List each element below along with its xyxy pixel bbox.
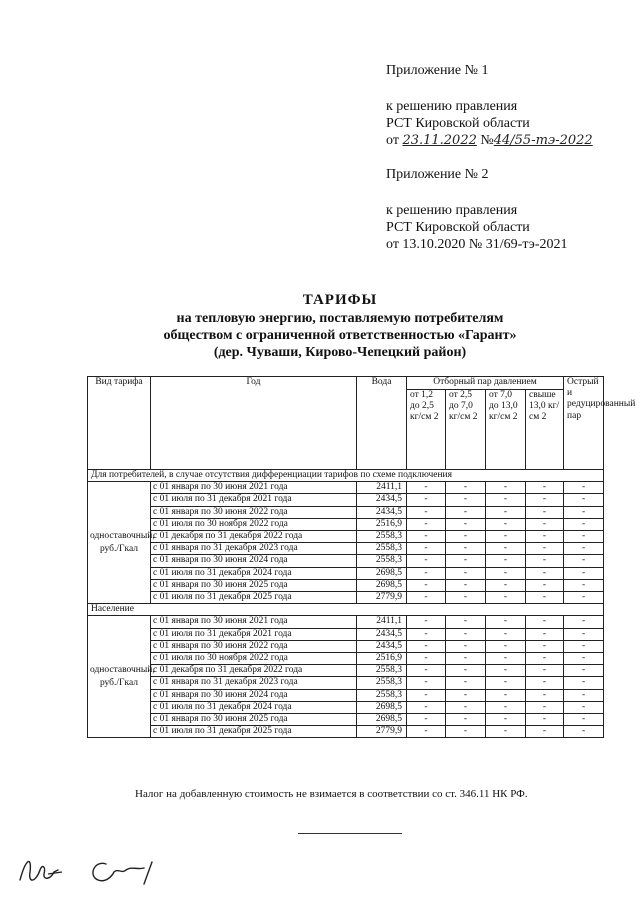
dash-cell: - <box>407 689 446 701</box>
period-cell: с 01 января по 30 июня 2022 года <box>151 640 357 652</box>
annex-2-line-3: от 13.10.2020 № 31/69-тэ-2021 <box>386 237 568 252</box>
heading-line-2: обществом с ограниченной ответственностью «Гарант» <box>163 328 517 343</box>
period-cell: с 01 июля по 31 декабря 2025 года <box>151 726 357 738</box>
water-cell: 2411,1 <box>357 482 407 494</box>
period-cell: с 01 января по 30 июня 2025 года <box>151 714 357 726</box>
signature-image <box>14 850 164 895</box>
tariff-type-label: одноставочный, руб./Гкал <box>88 482 151 604</box>
water-cell: 2434,5 <box>357 640 407 652</box>
table-row <box>88 494 604 506</box>
dash-cell: - <box>564 494 604 506</box>
tariff-type-label: одноставочный, руб./Гкал <box>88 616 151 738</box>
dash-cell: - <box>407 726 446 738</box>
period-cell: с 01 января по 30 июня 2021 года <box>151 482 357 494</box>
water-cell: 2698,5 <box>357 714 407 726</box>
dash-cell: - <box>486 628 526 640</box>
dash-cell: - <box>564 640 604 652</box>
dash-cell: - <box>446 628 486 640</box>
water-cell: 2558,3 <box>357 531 407 543</box>
annex-2-line-1: к решению правления <box>386 203 518 218</box>
dash-cell: - <box>486 543 526 555</box>
header-pressure-2: от 2,5 до 7,0 кг/см 2 <box>446 390 486 470</box>
dash-cell: - <box>526 567 564 579</box>
annex-1-block <box>386 62 593 149</box>
dash-cell: - <box>486 494 526 506</box>
dash-cell: - <box>486 640 526 652</box>
dash-cell: - <box>526 677 564 689</box>
tariff-table <box>87 376 636 738</box>
dash-cell: - <box>446 616 486 628</box>
dash-cell: - <box>526 555 564 567</box>
table-row <box>88 689 604 701</box>
dash-cell: - <box>446 714 486 726</box>
document-heading <box>40 290 640 361</box>
period-cell: с 01 июля по 30 ноября 2022 года <box>151 653 357 665</box>
water-cell: 2516,9 <box>357 518 407 530</box>
vat-footnote: Налог на добавленную стоимость не взимается в соответствии со ст. 346.11 НК РФ. <box>135 788 528 800</box>
water-cell: 2558,3 <box>357 665 407 677</box>
dash-cell: - <box>526 494 564 506</box>
annex-2-line-2: РСТ Кировской области <box>386 220 530 235</box>
water-cell: 2558,3 <box>357 677 407 689</box>
dash-cell: - <box>564 653 604 665</box>
dash-cell: - <box>407 616 446 628</box>
table-row <box>88 714 604 726</box>
dash-cell: - <box>446 726 486 738</box>
period-cell: с 01 декабря по 31 декабря 2022 года <box>151 665 357 677</box>
annex-2-block <box>386 166 567 253</box>
table-row <box>88 531 604 543</box>
dash-cell: - <box>407 665 446 677</box>
dash-cell: - <box>564 482 604 494</box>
water-cell: 2698,5 <box>357 567 407 579</box>
dash-cell: - <box>564 592 604 604</box>
dash-cell: - <box>526 665 564 677</box>
heading-line-1: на тепловую энергию, поставляемую потребителям <box>176 311 504 326</box>
dash-cell: - <box>564 531 604 543</box>
dash-cell: - <box>526 701 564 713</box>
dash-cell: - <box>526 689 564 701</box>
section-header: Для потребителей, в случае отсутствия дифференциации тарифов по схеме подключения <box>88 470 604 482</box>
period-cell: с 01 июля по 31 декабря 2025 года <box>151 592 357 604</box>
dash-cell: - <box>446 506 486 518</box>
header-pressure-4: свыше 13,0 кг/см 2 <box>526 390 564 470</box>
dash-cell: - <box>526 640 564 652</box>
period-cell: с 01 января по 30 июня 2024 года <box>151 555 357 567</box>
annex-1-date: 23.11.2022 <box>402 133 477 148</box>
dash-cell: - <box>564 701 604 713</box>
table-row <box>88 677 604 689</box>
header-pressure-3: от 7,0 до 13,0 кг/см 2 <box>486 390 526 470</box>
water-cell: 2434,5 <box>357 494 407 506</box>
table-row <box>88 543 604 555</box>
table-row <box>88 616 604 628</box>
annex-1-line-3 <box>386 132 593 149</box>
dash-cell: - <box>407 543 446 555</box>
dash-cell: - <box>564 714 604 726</box>
dash-cell: - <box>564 677 604 689</box>
separator-line <box>298 833 402 834</box>
water-cell: 2779,9 <box>357 726 407 738</box>
dash-cell: - <box>564 518 604 530</box>
water-cell: 2411,1 <box>357 616 407 628</box>
table-row <box>88 701 604 713</box>
dash-cell: - <box>526 628 564 640</box>
dash-cell: - <box>446 555 486 567</box>
annex-2-title: Приложение № 2 <box>386 167 489 182</box>
water-cell: 2434,5 <box>357 628 407 640</box>
period-cell: с 01 января по 30 июня 2024 года <box>151 689 357 701</box>
period-cell: с 01 декабря по 31 декабря 2022 года <box>151 531 357 543</box>
dash-cell: - <box>564 726 604 738</box>
dash-cell: - <box>446 482 486 494</box>
annex-1-title: Приложение № 1 <box>386 63 489 78</box>
water-cell: 2558,3 <box>357 555 407 567</box>
header-sharp-steam: Острый и редуцированный пар <box>564 377 604 470</box>
dash-cell: - <box>407 482 446 494</box>
dash-cell: - <box>446 518 486 530</box>
dash-cell: - <box>486 506 526 518</box>
dash-cell: - <box>564 665 604 677</box>
period-cell: с 01 января по 30 июня 2025 года <box>151 579 357 591</box>
dash-cell: - <box>446 531 486 543</box>
dash-cell: - <box>486 579 526 591</box>
dash-cell: - <box>526 616 564 628</box>
period-cell: с 01 января по 30 июня 2021 года <box>151 616 357 628</box>
annex-1-number: 44/55-тэ-2022 <box>493 133 593 148</box>
water-cell: 2558,3 <box>357 689 407 701</box>
period-cell: с 01 июля по 31 декабря 2021 года <box>151 628 357 640</box>
dash-cell: - <box>407 701 446 713</box>
period-cell: с 01 июля по 31 декабря 2021 года <box>151 494 357 506</box>
period-cell: с 01 января по 30 июня 2022 года <box>151 506 357 518</box>
annex-1-from: от <box>386 133 399 148</box>
dash-cell: - <box>526 531 564 543</box>
period-cell: с 01 июля по 30 ноября 2022 года <box>151 518 357 530</box>
dash-cell: - <box>526 518 564 530</box>
dash-cell: - <box>564 506 604 518</box>
header-water: Вода <box>357 377 407 470</box>
header-year: Год <box>151 377 357 470</box>
dash-cell: - <box>564 579 604 591</box>
dash-cell: - <box>407 653 446 665</box>
period-cell: с 01 января по 31 декабря 2023 года <box>151 543 357 555</box>
dash-cell: - <box>486 567 526 579</box>
dash-cell: - <box>446 543 486 555</box>
water-cell: 2516,9 <box>357 653 407 665</box>
heading-title: ТАРИФЫ <box>302 292 378 308</box>
dash-cell: - <box>446 640 486 652</box>
dash-cell: - <box>407 518 446 530</box>
table-row <box>88 653 604 665</box>
table-row <box>88 518 604 530</box>
dash-cell: - <box>526 653 564 665</box>
section-header: Население <box>88 604 604 616</box>
annex-1-line-1: к решению правления <box>386 99 518 114</box>
dash-cell: - <box>446 689 486 701</box>
dash-cell: - <box>564 543 604 555</box>
dash-cell: - <box>564 555 604 567</box>
dash-cell: - <box>407 506 446 518</box>
period-cell: с 01 июля по 31 декабря 2024 года <box>151 701 357 713</box>
dash-cell: - <box>486 689 526 701</box>
tariff-table-body <box>88 470 604 738</box>
dash-cell: - <box>486 714 526 726</box>
dash-cell: - <box>407 555 446 567</box>
dash-cell: - <box>446 665 486 677</box>
dash-cell: - <box>407 592 446 604</box>
water-cell: 2434,5 <box>357 506 407 518</box>
dash-cell: - <box>407 640 446 652</box>
dash-cell: - <box>486 616 526 628</box>
dash-cell: - <box>446 579 486 591</box>
period-cell: с 01 января по 31 декабря 2023 года <box>151 677 357 689</box>
dash-cell: - <box>446 677 486 689</box>
dash-cell: - <box>407 579 446 591</box>
dash-cell: - <box>564 616 604 628</box>
dash-cell: - <box>407 714 446 726</box>
dash-cell: - <box>526 579 564 591</box>
table-row <box>88 592 604 604</box>
dash-cell: - <box>446 567 486 579</box>
dash-cell: - <box>526 592 564 604</box>
water-cell: 2698,5 <box>357 701 407 713</box>
water-cell: 2698,5 <box>357 579 407 591</box>
dash-cell: - <box>407 567 446 579</box>
table-row <box>88 726 604 738</box>
dash-cell: - <box>486 555 526 567</box>
header-type: Вид тарифа <box>88 377 151 470</box>
dash-cell: - <box>486 531 526 543</box>
table-row <box>88 506 604 518</box>
dash-cell: - <box>486 677 526 689</box>
water-cell: 2558,3 <box>357 543 407 555</box>
dash-cell: - <box>526 506 564 518</box>
water-cell: 2779,9 <box>357 592 407 604</box>
header-pressure-1: от 1,2 до 2,5 кг/см 2 <box>407 390 446 470</box>
dash-cell: - <box>446 653 486 665</box>
dash-cell: - <box>526 714 564 726</box>
dash-cell: - <box>446 592 486 604</box>
dash-cell: - <box>526 543 564 555</box>
dash-cell: - <box>564 689 604 701</box>
dash-cell: - <box>407 628 446 640</box>
dash-cell: - <box>486 653 526 665</box>
dash-cell: - <box>486 665 526 677</box>
table-row <box>88 665 604 677</box>
table-row <box>88 640 604 652</box>
dash-cell: - <box>407 494 446 506</box>
dash-cell: - <box>407 677 446 689</box>
period-cell: с 01 июля по 31 декабря 2024 года <box>151 567 357 579</box>
dash-cell: - <box>486 726 526 738</box>
table-row <box>88 628 604 640</box>
annex-1-line-2: РСТ Кировской области <box>386 116 530 131</box>
table-row <box>88 567 604 579</box>
dash-cell: - <box>486 592 526 604</box>
dash-cell: - <box>407 531 446 543</box>
dash-cell: - <box>526 726 564 738</box>
table-row <box>88 482 604 494</box>
table-row <box>88 579 604 591</box>
dash-cell: - <box>486 482 526 494</box>
table-row <box>88 555 604 567</box>
dash-cell: - <box>564 628 604 640</box>
dash-cell: - <box>564 567 604 579</box>
dash-cell: - <box>446 701 486 713</box>
dash-cell: - <box>486 518 526 530</box>
dash-cell: - <box>446 494 486 506</box>
annex-1-number-prefix: № <box>480 133 494 148</box>
header-steam-group: Отборный пар давлением <box>407 377 564 390</box>
heading-line-3: (дер. Чуваши, Кирово-Чепецкий район) <box>213 345 467 360</box>
dash-cell: - <box>486 701 526 713</box>
dash-cell: - <box>526 482 564 494</box>
